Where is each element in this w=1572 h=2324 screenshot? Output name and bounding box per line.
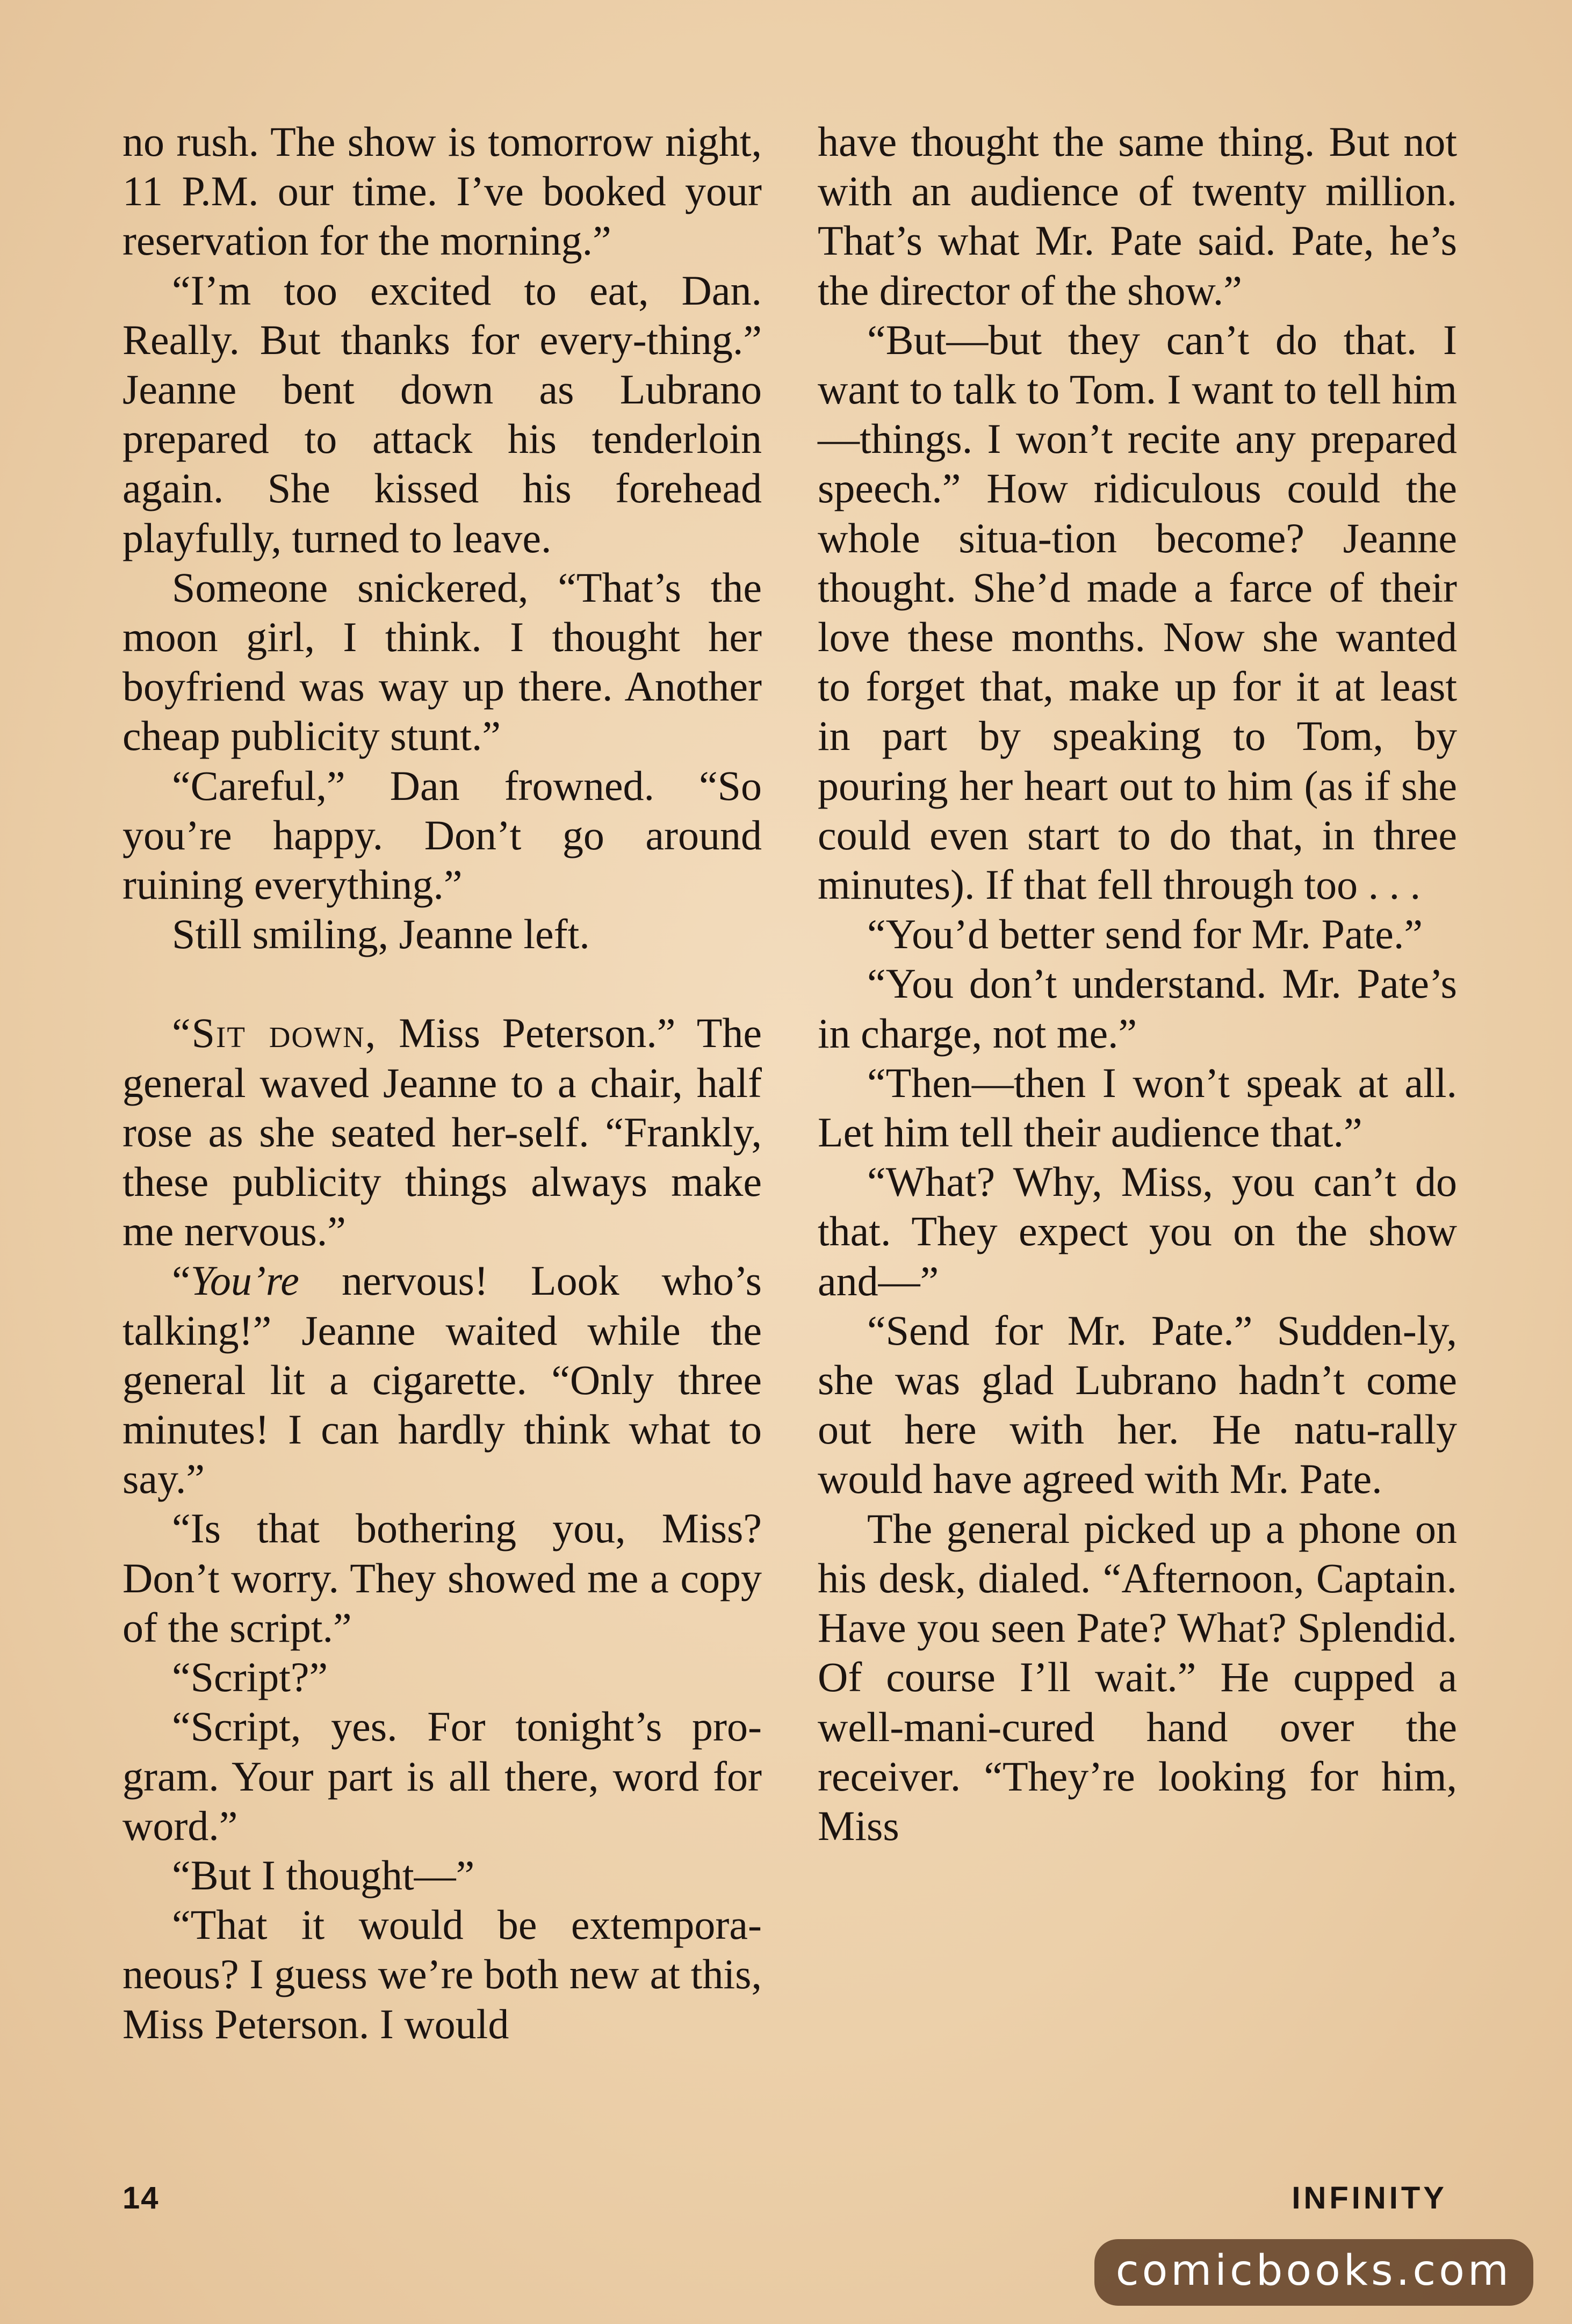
paragraph: “Script, yes. For tonight’s pro-gram. Your part is all there, word for word.” bbox=[122, 1703, 762, 1849]
magazine-name: INFINITY bbox=[1292, 2181, 1447, 2215]
open-quote: “ bbox=[172, 1257, 191, 1304]
right-text-column bbox=[818, 117, 1457, 1851]
page-number: 14 bbox=[122, 2181, 160, 2215]
paragraph: “But I thought—” bbox=[172, 1851, 475, 1899]
section-opening-paragraph bbox=[122, 1008, 762, 1256]
paragraph: “Send for Mr. Pate.” Sudden-ly, she was glad Lubrano hadn’t come out here with her. He natu-rally would have agreed with Mr. Pate. bbox=[818, 1307, 1457, 1503]
paragraph: “That it would be extempora-neous? I guess we’re both new at this, Miss Peterson. I would bbox=[122, 1901, 762, 2047]
paragraph: “Script?” bbox=[172, 1654, 328, 1701]
paragraph: no rush. The show is tomorrow night, 11 P.M. our time. I’ve booked your reservation for the morning.” bbox=[122, 118, 762, 264]
paragraph: “Careful,” Dan frowned. “So you’re happy. Don’t go around ruining everything.” bbox=[122, 762, 762, 908]
paragraph: Still smiling, Jeanne left. bbox=[172, 911, 590, 958]
paragraph: “Is that bothering you, Miss? Don’t worry. They showed me a copy of the script.” bbox=[122, 1505, 762, 1651]
left-text-column bbox=[122, 117, 762, 2049]
paragraph: “You’d better send for Mr. Pate.” bbox=[867, 911, 1423, 958]
paragraph: “What? Why, Miss, you can’t do that. They expect you on the show and—” bbox=[818, 1158, 1457, 1304]
watermark-text: comicbooks.com bbox=[1115, 2247, 1512, 2295]
watermark-badge bbox=[1094, 2239, 1533, 2306]
paragraph: “Then—then I won’t speak at all. Let him tell their audience that.” bbox=[818, 1059, 1457, 1156]
paragraph bbox=[122, 1256, 762, 1504]
small-caps-lead-in: “Sit down, bbox=[172, 1009, 377, 1057]
paragraph: “You don’t understand. Mr. Pate’s in charge, not me.” bbox=[818, 960, 1457, 1057]
paragraph: “But—but they can’t do that. I want to talk to Tom. I want to tell him—things. I won’t recite any prepared speech.” How ridiculous could the whole situa-tion become? Jeanne thought. She’d made a farce of their love these months. Now she wanted to forget that, make up for it at least in part by speaking to Tom, by pouring her heart out to him (as if she could even start to do that, in three minutes). If that fell through too . . . bbox=[818, 316, 1457, 908]
paragraph: Someone snickered, “That’s the moon girl, I think. I thought her boyfriend was way up there. Another cheap publicity stunt.” bbox=[122, 564, 762, 760]
paragraph: The general picked up a phone on his desk, dialed. “Afternoon, Captain. Have you seen Pate? What? Splendid. Of course I’ll wait.” He cupped a well-mani-cured hand over the receiver. “They’re looking for him, Miss bbox=[818, 1505, 1457, 1849]
paragraph: “I’m too excited to eat, Dan. Really. But thanks for every-thing.” Jeanne bent down as Lubrano prepared to attack his tenderloin again. She kissed his forehead playfully, turned to leave. bbox=[122, 266, 762, 561]
paragraph-text: nervous! Look who’s talking!” Jeanne waited while the general lit a cigarette. “Only three minutes! I can hardly think what to say.” bbox=[122, 1257, 762, 1503]
italic-emphasis: You’re bbox=[190, 1257, 299, 1304]
paragraph-text: Miss Peterson.” The general waved Jeanne to a chair, half rose as she seated her-self. “Frankly, these publicity things always make me nervous.” bbox=[122, 1009, 762, 1255]
paragraph: have thought the same thing. But not with an audience of twenty million. That’s what Mr. Pate said. Pate, he’s the director of the show.” bbox=[818, 118, 1457, 314]
